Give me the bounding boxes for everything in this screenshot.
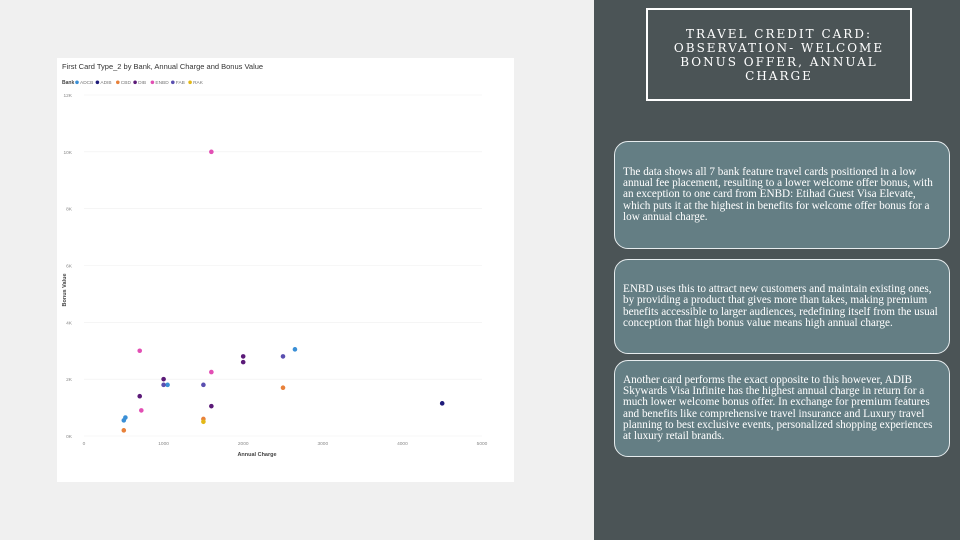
y-axis-ticks <box>63 93 72 440</box>
observation-text-1: The data shows all 7 bank feature travel cards positioned in a low annual fee placement, resulting to a lower welcome offer bonus, with an exception to one card from ENBD: Etihad Guest Visa Elevate, which puts it at the highest in benefits for welcome offer bonus for a low annual charge. <box>623 165 933 223</box>
legend-marker <box>133 81 137 85</box>
x-tick-label: 4000 <box>397 442 408 447</box>
x-tick-label: 3000 <box>317 442 329 447</box>
scatter-point <box>281 354 286 359</box>
legend-entry: FAB <box>175 81 185 86</box>
chart-gridlines <box>84 95 482 436</box>
legend-marker <box>171 81 175 85</box>
y-tick-label: 0K <box>66 435 72 440</box>
x-tick-label: 1000 <box>158 442 169 447</box>
scatter-point <box>440 401 445 406</box>
scatter-point <box>137 348 142 353</box>
scatter-point <box>281 385 286 390</box>
legend-entry: RAK <box>193 81 203 86</box>
scatter-point <box>201 383 206 388</box>
x-tick-label: 5000 <box>476 442 488 447</box>
observation-box-2 <box>614 259 950 354</box>
observation-panel <box>594 0 960 540</box>
scatter-chart <box>57 58 514 482</box>
x-axis-ticks <box>83 441 488 447</box>
observation-box-3 <box>614 360 950 457</box>
x-tick-label: 0 <box>82 442 86 447</box>
y-tick-label: 6K <box>66 264 72 270</box>
legend-marker <box>75 81 79 85</box>
chart-points <box>122 150 445 433</box>
legend-marker <box>151 81 155 85</box>
y-tick-label: 8K <box>66 207 72 213</box>
scatter-point <box>201 419 206 424</box>
legend-entry: CBD <box>120 81 131 86</box>
scatter-point <box>293 347 298 352</box>
slide-title: TRAVEL CREDIT CARD: OBSERVATION- WELCOME BONUS OFFER, ANNUAL CHARGE <box>646 8 912 101</box>
y-tick-label: 10K <box>63 150 72 156</box>
scatter-point <box>139 408 144 413</box>
x-tick-label: 2000 <box>237 442 249 447</box>
scatter-point <box>209 150 214 155</box>
legend-entry: ADCB <box>80 81 94 86</box>
scatter-point <box>123 415 128 420</box>
scatter-chart-card <box>57 58 514 482</box>
scatter-point <box>161 377 166 382</box>
chart-legend <box>62 80 204 86</box>
legend-marker <box>116 81 120 85</box>
scatter-point <box>241 360 246 365</box>
observation-box-1 <box>614 141 950 249</box>
legend-entry: ADIB <box>100 81 112 86</box>
legend-marker <box>188 81 192 85</box>
scatter-point <box>209 404 214 409</box>
y-axis-label: Bonus Value <box>62 273 68 307</box>
scatter-point <box>241 354 246 359</box>
scatter-point <box>137 394 142 399</box>
legend-title: Bank <box>62 80 75 86</box>
x-axis-label: Annual Charge <box>237 452 277 458</box>
scatter-point <box>122 428 127 433</box>
y-tick-label: 4K <box>66 321 72 327</box>
scatter-point <box>161 383 166 388</box>
y-tick-label: 12K <box>63 94 72 99</box>
scatter-point <box>209 370 214 375</box>
scatter-point <box>165 383 170 388</box>
legend-entry: DIB <box>138 81 147 86</box>
legend-marker <box>96 81 100 85</box>
legend-entry: ENBD <box>155 81 169 86</box>
observation-text-2: ENBD uses this to attract new customers and maintain existing ones, by providing a product that gives more than takes, making premium benefits accessible to larger audiences, redefining itself from the usual conception that high bonus value means high annual charge. <box>623 283 938 329</box>
y-tick-label: 2K <box>66 378 72 384</box>
observation-text-3: Another card performs the exact opposite to this however, ADIB Skywards Visa Infinite has the highest annual charge in return for a much lower welcome bonus offer. In exchange for premium features and benefits like comprehensive travel insurance and Luxury travel planning to best exclusive events, personalized shopping experiences at luxury retail brands. <box>623 373 933 442</box>
chart-title: First Card Type_2 by Bank, Annual Charge and Bonus Value <box>62 62 264 71</box>
